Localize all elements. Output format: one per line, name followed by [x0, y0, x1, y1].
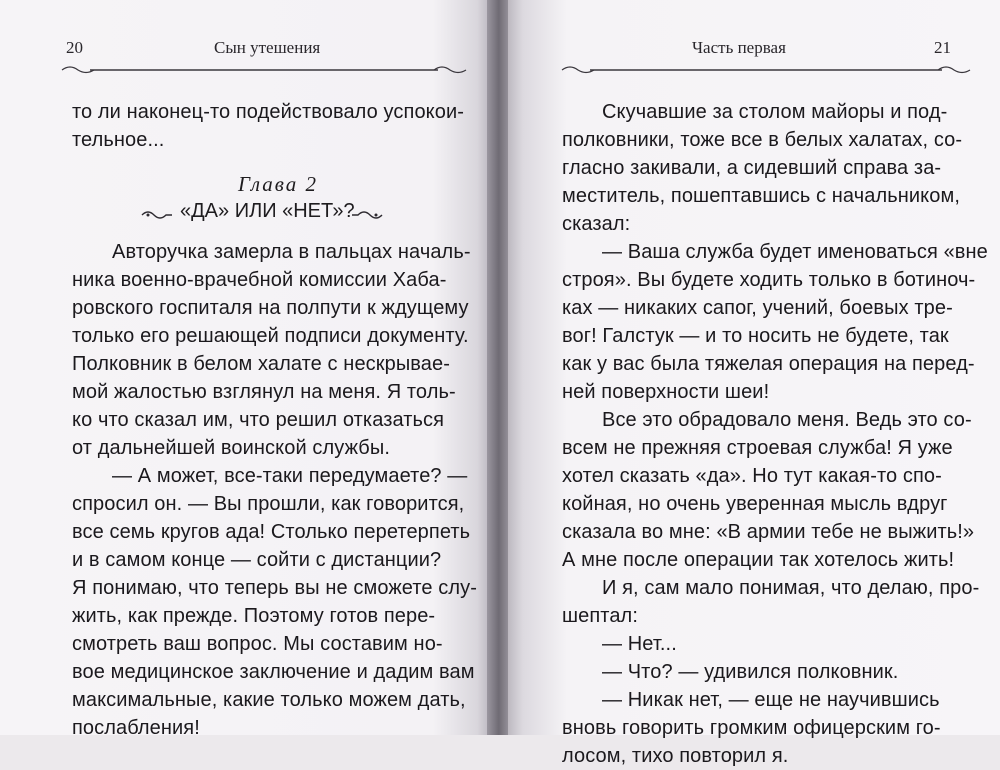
text-line: спросил он. — Вы прошли, как говорится,	[72, 493, 465, 515]
text-line: и в самом конце — сойти с дистанции?	[72, 549, 442, 571]
chapter-flourish-ornament-icon	[350, 206, 384, 225]
text-line: А мне после операции так хотелось жить!	[562, 549, 955, 571]
text-line: полковники, тоже все в белых халатах, со-	[562, 129, 963, 151]
text-line: от дальнейшей воинской службы.	[72, 437, 390, 459]
text-line: хотел сказать «да». Но тут какая-то спо-	[562, 465, 942, 487]
text-line: ника военно-врачебной комиссии Хаба-	[72, 269, 447, 291]
right-page	[508, 0, 1000, 767]
text-line: ровского госпиталя на полпути к ждущему	[72, 297, 469, 319]
text-line: только его решающей подписи документу.	[72, 325, 469, 347]
text-line: койная, но очень уверенная мысль вдруг	[562, 493, 948, 515]
text-line: И я, сам мало понимая, что делаю, про-	[602, 577, 980, 599]
text-line: ней поверхности шеи!	[562, 381, 770, 403]
text-line: ках — никаких сапог, учений, боевых тре-	[562, 297, 953, 319]
text-line: меститель, пошептавшись с начальником,	[562, 185, 960, 207]
text-line: максимальные, какие только можем дать,	[72, 689, 466, 711]
page-number-left: 20	[66, 38, 83, 57]
left-text-top	[72, 98, 464, 154]
text-line: то ли наконец-то подействовало успокои-	[72, 101, 464, 123]
text-line: вое медицинское заключение и дадим вам	[72, 661, 475, 683]
text-line: Все это обрадовало меня. Ведь это со-	[602, 409, 972, 431]
chapter-title: «ДА» ИЛИ «НЕТ»?	[180, 200, 355, 222]
page-number-right: 21	[934, 38, 951, 57]
text-line: сказал:	[562, 213, 631, 235]
header-rule-ornament-icon	[60, 64, 468, 76]
text-line: строя». Вы будете ходить только в ботиноч-	[562, 269, 976, 291]
text-line: мой жалостью взглянул на меня. Я толь-	[72, 381, 456, 403]
text-line: Полковник в белом халате с нескрывае-	[72, 353, 451, 375]
text-line: вновь говорить громким офицерским го-	[562, 717, 941, 739]
running-title-right: Часть первая	[692, 38, 786, 57]
text-line: Я понимаю, что теперь вы не сможете слу-	[72, 577, 478, 599]
chapter-label: Глава 2	[238, 172, 318, 196]
chapter-flourish-ornament-icon	[140, 206, 174, 225]
left-page	[0, 0, 492, 739]
text-line: всем не прежняя строевая служба! Я уже	[562, 437, 953, 459]
text-line: шептал:	[562, 605, 638, 627]
text-line: жить, как прежде. Поэтому готов пере-	[72, 605, 436, 627]
text-line: смотреть ваш вопрос. Мы составим но-	[72, 633, 443, 655]
text-line: послабления!	[72, 717, 200, 739]
left-text-body	[72, 238, 477, 742]
header-rule-ornament-icon	[560, 64, 972, 76]
text-line: все семь кругов ада! Столько перетерпеть	[72, 521, 471, 543]
text-line: вог! Галстук — и то носить не будете, так	[562, 325, 949, 347]
text-line: — Никак нет, — еще не научившись	[602, 689, 940, 711]
right-text	[562, 98, 988, 770]
text-line: — Нет...	[602, 633, 677, 655]
text-line: — Ваша служба будет именоваться «вне	[602, 241, 988, 263]
text-line: сказала во мне: «В армии тебе не выжить!»	[562, 521, 975, 543]
text-line: Скучавшие за столом майоры и под-	[602, 101, 948, 123]
text-line: лосом, тихо повторил я.	[562, 745, 789, 767]
text-line: гласно закивали, а сидевший справа за-	[562, 157, 942, 179]
running-title-left: Сын утешения	[214, 38, 321, 57]
text-line: ко что сказал им, что решил отказаться	[72, 409, 445, 431]
text-line: как у вас была тяжелая операция на перед-	[562, 353, 975, 375]
text-line: — Что? — удивился полковник.	[602, 661, 899, 683]
text-line: тельное...	[72, 129, 165, 151]
text-line: Авторучка замерла в пальцах началь-	[112, 241, 471, 263]
text-line: — А может, все-таки передумаете? —	[112, 465, 468, 487]
